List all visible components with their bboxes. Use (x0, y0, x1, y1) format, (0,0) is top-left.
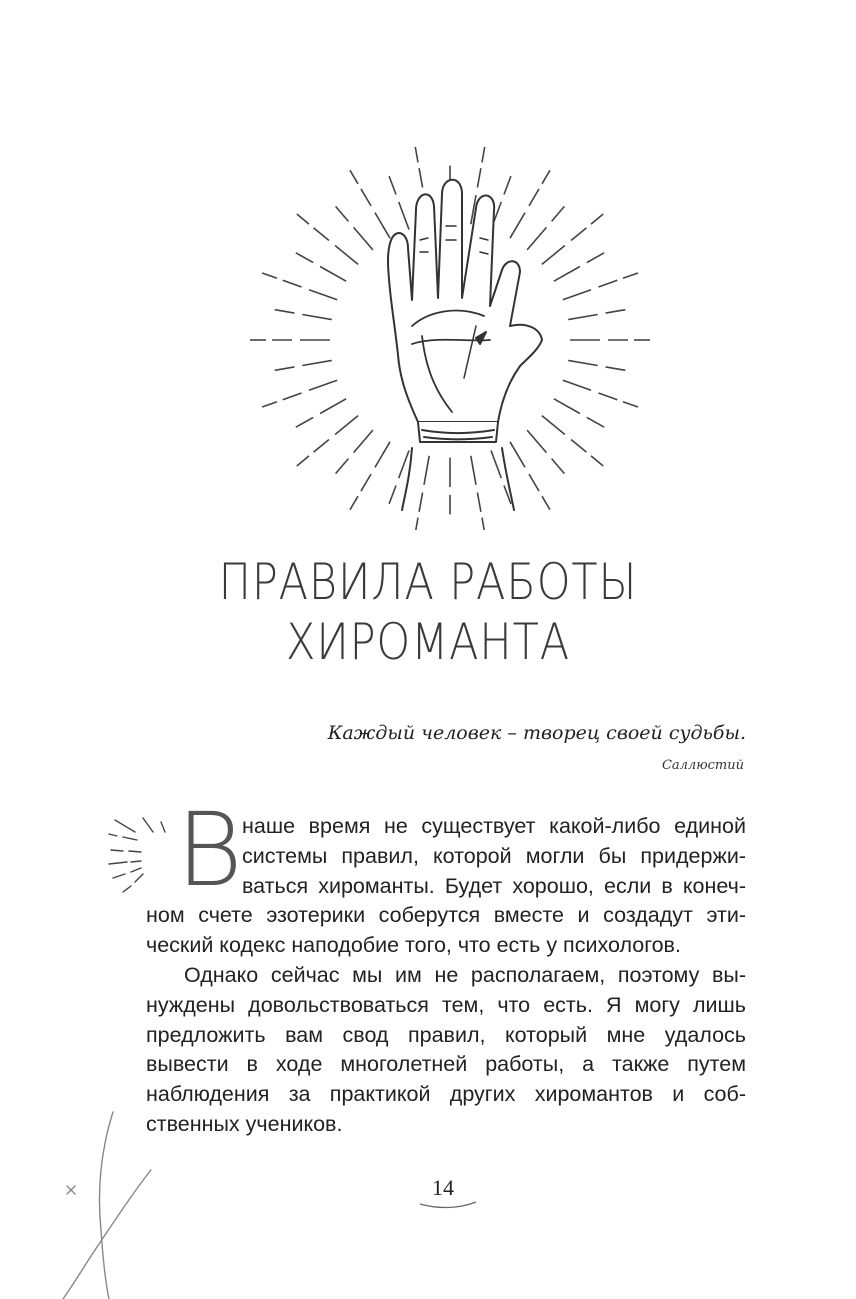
ray-segment (510, 213, 525, 239)
text-line: наблюдения за практикой других хиромантов и соб- (146, 1082, 746, 1107)
text-line: нуждены довольствоваться тем, что есть. Я могу лишь (146, 992, 746, 1017)
ray-segment (482, 147, 485, 162)
chapter-title-line-1: ПРАВИЛА РАБОТЫ (218, 553, 638, 611)
ray-segment (262, 402, 277, 407)
ray-segment (563, 290, 591, 300)
ray-segment (336, 206, 349, 221)
ray-segment (350, 496, 358, 510)
ray-segment (335, 416, 358, 435)
swoosh-icon (418, 1198, 478, 1212)
ray-segment (297, 456, 309, 466)
ray-segment (554, 399, 580, 414)
epigraph-quote: Каждый человек – творец своей судьбы. (327, 722, 746, 744)
ray-segment (552, 459, 565, 474)
ray-segment (591, 214, 603, 224)
ray-segment (399, 451, 409, 479)
text-line: системы правил, которой могли бы придержи- (242, 843, 746, 868)
ray-segment (527, 227, 546, 250)
ray-segment (415, 147, 418, 162)
ray-segment (302, 315, 332, 320)
ray-segment (375, 442, 390, 468)
epigraph-author: Саллюстий (661, 758, 744, 773)
ray-segment (471, 456, 476, 485)
ray-segment (606, 310, 626, 313)
hand-drawing (388, 180, 542, 510)
ray-segment (587, 417, 604, 427)
ray-segment (354, 430, 373, 453)
ray-segment (354, 227, 373, 250)
ray-segment (350, 170, 358, 184)
ray-segment (335, 246, 358, 265)
ray-segment (591, 456, 603, 466)
ray-segment (552, 206, 565, 221)
text-line: ческий кодекс наподобие того, что есть у психологов. (146, 933, 681, 958)
ray-segment (623, 402, 638, 407)
ray-segment (297, 214, 309, 224)
ray-segment (542, 416, 565, 435)
ray-segment (491, 451, 501, 479)
ray-segment (599, 280, 618, 287)
ray-segment (314, 440, 329, 453)
ray-segment (504, 176, 511, 194)
ray-segment (599, 393, 618, 400)
page-number: 14 (432, 1175, 454, 1200)
text-line: ном счете эзотерики соберутся вместе и создадут эти- (146, 903, 746, 928)
ray-segment (623, 273, 638, 278)
ray-segment (419, 493, 423, 512)
text-line: Однако сейчас мы им не располагаем, поэтому вы- (184, 963, 746, 987)
ray-segment (399, 202, 409, 230)
ray-segment (606, 367, 626, 370)
ray-segment (361, 189, 371, 206)
ray-segment (302, 360, 332, 365)
ray-segment (527, 430, 546, 453)
ray-segment (571, 228, 586, 241)
ray-segment (477, 168, 481, 187)
ray-segment (482, 518, 485, 530)
chapter-title-line-2: ХИРОМАНТА (286, 613, 570, 671)
ray-segment (375, 213, 390, 239)
ray-segment (529, 474, 539, 491)
palm-hand-icon (240, 130, 660, 530)
ray-segment (320, 267, 346, 282)
ray-segment (389, 176, 396, 194)
text-line: ваться хироманты. Будет хорошо, если в конеч- (242, 873, 746, 898)
ray-segment (361, 474, 371, 491)
ray-segment (554, 267, 580, 282)
ray-segment (309, 380, 337, 390)
ray-segment (320, 399, 346, 414)
curved-line-decoration-icon (55, 1110, 165, 1299)
ray-segment (415, 518, 418, 530)
ray-segment (477, 493, 481, 512)
drop-cap-letter: В (176, 791, 243, 910)
text-line: предложить вам свод правил, который мне удалось (146, 1022, 746, 1047)
ray-segment (275, 367, 295, 370)
ray-segment (424, 456, 429, 485)
text-line: ственных учеников. (146, 1111, 343, 1136)
ray-segment (309, 290, 337, 300)
ray-segment (563, 380, 591, 390)
ray-segment (275, 310, 295, 313)
ray-segment (296, 417, 313, 427)
text-line: наше время не существует какой-либо единой (242, 814, 746, 838)
ray-segment (314, 228, 329, 241)
ray-segment (336, 459, 349, 474)
ray-segment (571, 440, 586, 453)
ray-segment (587, 253, 604, 263)
body-paragraph-2 (146, 961, 746, 1140)
text-line: вывести в ходе многолетней работы, а также путем (146, 1052, 746, 1077)
ray-segment (389, 486, 396, 504)
ray-segment (283, 280, 302, 287)
ray-segment (296, 253, 313, 263)
ray-segment (542, 170, 550, 184)
ray-segment (529, 189, 539, 206)
ray-segment (568, 360, 598, 365)
ray-segment (262, 273, 277, 278)
body-paragraph-1 (146, 812, 746, 961)
ray-segment (283, 393, 302, 400)
ray-segment (542, 496, 550, 510)
ray-segment (510, 442, 525, 468)
ray-segment (542, 246, 565, 265)
ray-segment (568, 315, 598, 320)
ray-segment (419, 168, 423, 187)
